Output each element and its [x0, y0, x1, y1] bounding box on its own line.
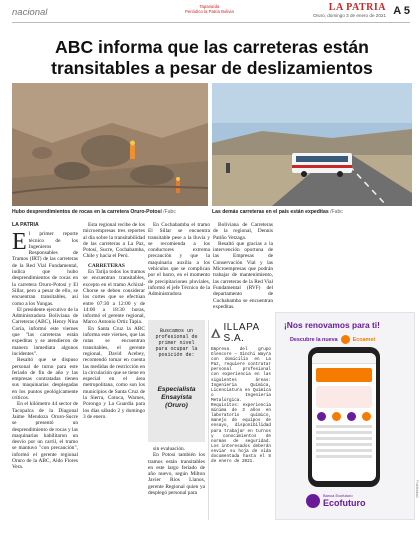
article-headline: ABC informa que las carreteras están transitables a pesar de deslizamientos: [51, 37, 373, 78]
ad-subtitle-text: Descubre la nueva: [290, 336, 338, 343]
app-icon: [362, 412, 371, 421]
job-ad-intro: Buscamos un profesional de primer nivel para ocupar la posición de:: [155, 328, 198, 358]
left-caption-text: Hubo desprendimientos de rocas en la carretera Oruro-Potosí: [12, 209, 162, 215]
illapa-ad: [208, 320, 273, 520]
paragraph: Resaltó que se dispuso personal de turno para este feriado de fin de año y las empresas contratadas tienen sus maquinarias desplegadas en los puntos geológicamente críticos.: [12, 357, 78, 402]
phone-screen: [312, 353, 376, 481]
ad-subtitle: [290, 335, 375, 344]
header-tagline: [185, 4, 234, 14]
paragraph: En Cochabamba el tramo El Sillar se encuentra transitable pese a la lluvia y se recomienda a los conductores extrema precaución y que la maquinaria auxilia a los vehículos que se complican por el barro, en el momento de precipitaciones pluviales, informó el jefe Técnico de la Administradora: [148, 222, 210, 298]
article-column-3-top: [148, 222, 210, 318]
article-column-2: [83, 222, 145, 522]
ad-title: ¡Nos renovamos para ti!: [284, 320, 380, 330]
job-ad-role: Especialista Ensayista (Oruro): [157, 386, 196, 409]
app-icon: [317, 412, 326, 421]
paragraph: Esta regional recibe de los microempresas tres reportes al día sobre la transitabilidad de las carreteras a La Paz, Potosí, Sucre, Cochabamba, Chile y hacia el Perú.: [83, 222, 145, 260]
paragraph: En Santa Cruz la ABC informa este viernes, que las rutas se encuentran transitables, el gerente regional, David Acebey, recomendó tomar en cuenta las medidas de restricción en la circulación que se tiene en especial en el área metropolitana, como son los municipios de Santa Cruz de la Sierra, Cotoca, Warnes, Porongo y La Guardia para los días sábado 2 y domingo 3 de enero.: [83, 325, 145, 420]
right-caption-credit: /Fabc: [330, 209, 343, 215]
article-column-4: [213, 222, 273, 314]
drop-cap: E: [12, 229, 27, 256]
phone-mockup: [308, 347, 380, 487]
app-card: [316, 386, 372, 408]
paragraph: El presidente ejecutivo de la Administradora Boliviana de Carreteras (ABC), Henry Nina Coría, informó este viernes que "las carreteras están expeditas y se atendieron de manera inmediata algunos incidentes".: [12, 306, 78, 357]
ecoamet-logo-icon: [341, 335, 350, 344]
app-icon: [347, 412, 356, 421]
paragraph: sin evaluación.: [153, 446, 186, 452]
ad-side-label: Publicidad: [415, 480, 419, 498]
ecofuturo-ad[interactable]: [275, 312, 415, 520]
issue-date: Oruro, domingo 3 de enero de 2021: [312, 13, 386, 18]
app-icon: [332, 412, 341, 421]
ad-footer-logo: [306, 493, 366, 508]
tagline-line2: Periódico la Patria Bolivia: [185, 9, 234, 14]
left-caption-credit: /Fabc: [163, 209, 176, 215]
paragraph: Resaltó que gracias a la intervención oportuna de las Empresas de Conservación Vial y las Microempresas que podrán trabajar de mantenimiento, las carreteras de la Red Vial Fundamental (RVF) del departamento de Cochabamba se encuentran expeditas.: [213, 240, 273, 310]
newspaper-brand: LA PATRIA: [328, 2, 386, 13]
illapa-body: Empresa del grupo Glencore – Sinchi Wayra con domicilio en La Paz, requiere contratar personal profesional con experiencia en las siguientes áreas: Ingeniería Química, Licenciatura en Química o Ingeniería Metalúrgica. Requisitos: experiencia mínima de 3 años en laboratorio químico, manejo de equipos de ensayo, disponibilidad para trabajar en turnos y conocimientos de normas de seguridad. Los interesados deberán enviar su hoja de vida documentada hasta el 8 de enero de 2021.: [211, 347, 271, 465]
article-column-3-bottom: [148, 446, 205, 522]
article-byline: LA PATRIA: [12, 222, 39, 228]
paragraph: Boliviana de Carreteras de la regional, Dennis Patiño Vetzaga.: [213, 222, 273, 241]
job-ad-box: [148, 320, 205, 442]
illapa-title: ILLAPA S.A.: [223, 322, 260, 344]
app-header-bar: [316, 368, 372, 382]
header-divider: [12, 22, 410, 23]
road-bus-photo: [212, 83, 412, 206]
ad-brand: Ecoamet: [352, 336, 376, 343]
ecofuturo-logo-icon: [306, 494, 320, 508]
paragraph: En Potosí también los tramos están transitables en este largo feriado de año nuevo, según Milton Javier Ríos Llanos, gerente Regional quien ya desplegó personal para: [148, 452, 205, 497]
paragraph: En Tarija todos los tramos se encuentran transitables, excepto en el tramo Achiral-Chorse se deben considerar los cortes que se efectúan entre 07:30 a 12:00 y de 14:00 a 18:30 horas, informó el gerente regional, Marco Antonio Ortiz Tapia.: [83, 269, 145, 326]
page-number: A 5: [393, 5, 410, 17]
paragraph: En el kilómetro 44 sector de Tacopalca de la Diagonal Jaime Mendoza Oruro-Sucre se presentó un desprendimiento de rocas y las maquinarias habilitaron un desvío por un carril, el tramo se mantuvo "con precaución", informó el gerente regional Oruro de la ABC, Aldo Flores Vera.: [12, 401, 78, 471]
section-label: nacional: [12, 7, 48, 18]
ad-app-brand: Ecofuturo: [323, 498, 366, 508]
illapa-logo-icon: [211, 327, 221, 339]
ad-footer-caption: Banca Ecofuturo: [323, 493, 353, 498]
tagline-line1: Tapariaída: [199, 4, 220, 9]
article-column-1: [12, 222, 78, 522]
right-photo-caption: [212, 209, 343, 215]
left-photo-caption: [12, 209, 176, 215]
right-caption-text: Las demás carreteras en el país están expeditas: [212, 209, 329, 215]
subheading-carreteras: CARRETERAS: [88, 262, 125, 269]
paragraph: l primer reporte técnico de los Ingenieros Responsables de Tramos (IRT) de las carreteras de la Red Vial Fundamental, indica que hubo desprendimientos de rocas en la carretera Oruro-Potosí y El Sillar, pero a pesar de ello, se encuentran transitables, así como a los Yungas.: [12, 231, 78, 307]
rockslide-photo: [12, 83, 208, 206]
